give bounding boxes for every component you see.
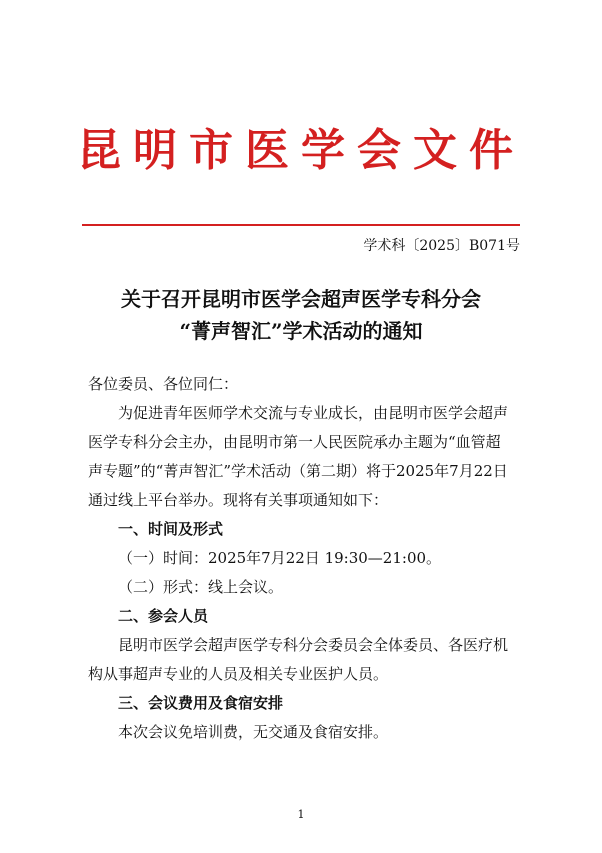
notice-title-line-1: 关于召开昆明市医学会超声医学专科分会 [121, 287, 481, 311]
section-3-heading: 三、会议费用及食宿安排 [118, 694, 284, 712]
red-divider-line [82, 224, 520, 226]
notice-title-line-2: “菁声智汇”学术活动的通知 [179, 319, 423, 343]
section-3-text: 本次会议免培训费，无交通及食宿安排。 [118, 723, 389, 741]
masthead-title: 昆明市医学会文件 [77, 125, 525, 176]
notice-body [88, 370, 515, 747]
section-2-heading: 二、参会人员 [118, 607, 209, 625]
page-number: 1 [297, 808, 305, 821]
section-1-item-2: （二）形式：线上会议。 [118, 578, 284, 596]
notice-title [0, 283, 602, 347]
salutation: 各位委员、各位同仁： [88, 375, 239, 393]
document-number: 学术科〔2025〕B071号 [363, 238, 520, 254]
section-2-text: 昆明市医学会超声医学专科分会委员会全体委员、各医疗机构从事超声专业的人员及相关专业医护人员。 [88, 636, 509, 683]
section-1-heading: 一、时间及形式 [118, 520, 224, 538]
intro-paragraph: 为促进青年医师学术交流与专业成长，由昆明市医学会超声医学专科分会主办，由昆明市第一人民医院承办主题为“血管超声专题”的“菁声智汇”学术活动（第二期）将于2025年7月22日通过线上平台举办。现将有关事项通知如下： [88, 404, 509, 509]
section-1-item-1: （一）时间：2025年7月22日 19:30—21:00。 [118, 549, 442, 567]
